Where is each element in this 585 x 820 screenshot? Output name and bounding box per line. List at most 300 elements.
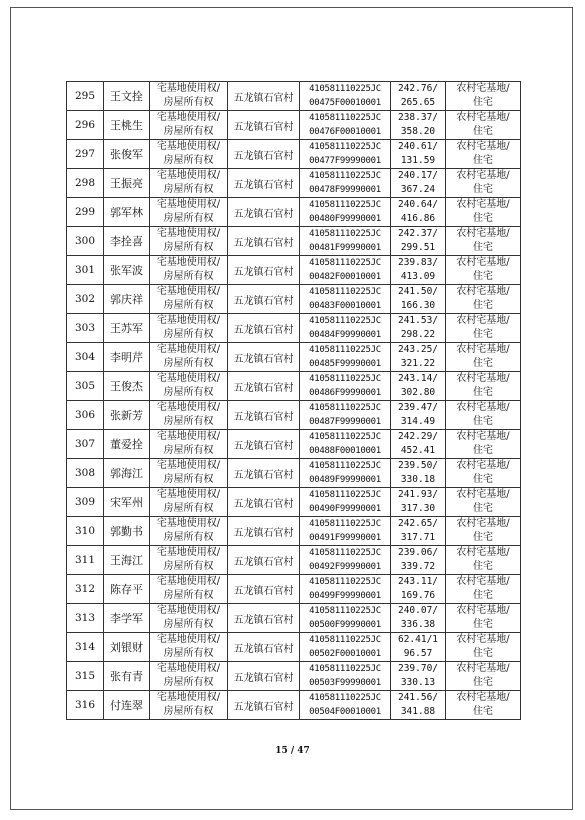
unit-code-text: 410581110225JC bbox=[309, 577, 381, 587]
table-row bbox=[67, 169, 521, 198]
unit-code-text: 00487F99990001 bbox=[309, 417, 381, 427]
owner-name-cell bbox=[104, 198, 150, 227]
row-number-text: 306 bbox=[74, 409, 96, 421]
area-cell bbox=[391, 140, 446, 169]
area-text: 242.76/ bbox=[397, 83, 439, 94]
area-text: 339.72 bbox=[400, 561, 436, 572]
row-number-cell bbox=[67, 198, 104, 227]
row-number-cell bbox=[67, 169, 104, 198]
owner-name-cell bbox=[104, 662, 150, 691]
land-use-cell bbox=[446, 459, 521, 488]
land-use-text: 住宅 bbox=[473, 329, 493, 340]
location-cell bbox=[228, 111, 300, 140]
unit-code-cell bbox=[300, 488, 391, 517]
right-type-text: 宅基地使用权/ bbox=[156, 663, 221, 674]
area-text: 330.13 bbox=[400, 677, 436, 688]
unit-code-text: 410581110225JC bbox=[309, 490, 381, 500]
land-use-text: 农村宅基地/ bbox=[456, 170, 510, 181]
table-row bbox=[67, 459, 521, 488]
right-type-text: 宅基地使用权/ bbox=[156, 257, 221, 268]
unit-code-text: 410581110225JC bbox=[309, 287, 381, 297]
unit-code-text: 00492F99990001 bbox=[309, 562, 381, 572]
land-use-text: 住宅 bbox=[473, 97, 493, 108]
right-type-text: 宅基地使用权/ bbox=[156, 141, 221, 152]
right-type-text: 宅基地使用权/ bbox=[156, 518, 221, 529]
land-use-text: 农村宅基地/ bbox=[456, 373, 510, 384]
unit-code-text: 00475F00010001 bbox=[309, 98, 381, 108]
unit-code-text: 00486F99990001 bbox=[309, 388, 381, 398]
table-row bbox=[67, 691, 521, 720]
location-text: 五龙镇石官村 bbox=[233, 440, 294, 452]
land-use-text: 住宅 bbox=[473, 126, 493, 137]
table-row bbox=[67, 285, 521, 314]
area-text: 330.18 bbox=[400, 474, 436, 485]
land-use-cell bbox=[446, 256, 521, 285]
land-use-cell bbox=[446, 604, 521, 633]
land-use-cell bbox=[446, 82, 521, 111]
unit-code-text: 00482F00010001 bbox=[309, 272, 381, 282]
location-cell bbox=[228, 227, 300, 256]
location-text: 五龙镇石官村 bbox=[233, 150, 294, 162]
area-cell bbox=[391, 314, 446, 343]
land-use-text: 住宅 bbox=[473, 648, 493, 659]
area-text: 241.53/ bbox=[397, 315, 439, 326]
right-type-text: 房屋所有权 bbox=[163, 155, 214, 166]
owner-name-text: 张有青 bbox=[110, 670, 143, 683]
area-cell bbox=[391, 633, 446, 662]
owner-name-cell bbox=[104, 140, 150, 169]
right-type-cell bbox=[150, 227, 228, 256]
area-text: 317.71 bbox=[400, 532, 436, 543]
row-number-cell bbox=[67, 343, 104, 372]
unit-code-text: 00485F99990001 bbox=[309, 359, 381, 369]
row-number-cell bbox=[67, 82, 104, 111]
owner-name-cell bbox=[104, 604, 150, 633]
right-type-cell bbox=[150, 546, 228, 575]
location-text: 五龙镇石官村 bbox=[233, 556, 294, 568]
right-type-cell bbox=[150, 633, 228, 662]
area-cell bbox=[391, 372, 446, 401]
location-text: 五龙镇石官村 bbox=[233, 266, 294, 278]
area-text: 239.47/ bbox=[397, 402, 439, 413]
owner-name-text: 陈存平 bbox=[110, 583, 143, 596]
area-cell bbox=[391, 430, 446, 459]
row-number-cell bbox=[67, 227, 104, 256]
land-use-text: 住宅 bbox=[473, 242, 493, 253]
row-number-text: 295 bbox=[74, 90, 96, 102]
unit-code-cell bbox=[300, 82, 391, 111]
right-type-text: 宅基地使用权/ bbox=[156, 286, 221, 297]
owner-name-text: 李学军 bbox=[110, 612, 143, 625]
land-use-text: 住宅 bbox=[473, 213, 493, 224]
owner-name-cell bbox=[104, 401, 150, 430]
location-text: 五龙镇石官村 bbox=[233, 382, 294, 394]
right-type-cell bbox=[150, 401, 228, 430]
land-use-text: 农村宅基地/ bbox=[456, 431, 510, 442]
location-text: 五龙镇石官村 bbox=[233, 324, 294, 336]
right-type-text: 宅基地使用权/ bbox=[156, 170, 221, 181]
table-row bbox=[67, 575, 521, 604]
owner-name-cell bbox=[104, 430, 150, 459]
unit-code-text: 00490F99990001 bbox=[309, 504, 381, 514]
land-use-text: 农村宅基地/ bbox=[456, 286, 510, 297]
location-cell bbox=[228, 691, 300, 720]
area-text: 367.24 bbox=[400, 184, 436, 195]
area-cell bbox=[391, 546, 446, 575]
table-row bbox=[67, 604, 521, 633]
location-text: 五龙镇石官村 bbox=[233, 295, 294, 307]
table-row bbox=[67, 343, 521, 372]
unit-code-text: 410581110225JC bbox=[309, 548, 381, 558]
right-type-text: 宅基地使用权/ bbox=[156, 344, 221, 355]
unit-code-text: 00476F00010001 bbox=[309, 127, 381, 137]
registry-table-body bbox=[67, 82, 521, 720]
table-row bbox=[67, 546, 521, 575]
area-text: 243.25/ bbox=[397, 344, 439, 355]
right-type-text: 宅基地使用权/ bbox=[156, 228, 221, 239]
location-cell bbox=[228, 256, 300, 285]
location-text: 五龙镇石官村 bbox=[233, 498, 294, 510]
row-number-text: 301 bbox=[74, 264, 96, 276]
right-type-text: 宅基地使用权/ bbox=[156, 576, 221, 587]
row-number-text: 308 bbox=[74, 467, 96, 479]
land-use-text: 住宅 bbox=[473, 503, 493, 514]
location-cell bbox=[228, 285, 300, 314]
unit-code-text: 410581110225JC bbox=[309, 461, 381, 471]
row-number-cell bbox=[67, 488, 104, 517]
row-number-cell bbox=[67, 517, 104, 546]
land-use-text: 农村宅基地/ bbox=[456, 112, 510, 123]
right-type-cell bbox=[150, 575, 228, 604]
land-use-text: 住宅 bbox=[473, 706, 493, 717]
unit-code-text: 410581110225JC bbox=[309, 171, 381, 181]
owner-name-text: 付连翠 bbox=[110, 699, 143, 712]
right-type-text: 宅基地使用权/ bbox=[156, 83, 221, 94]
area-text: 131.59 bbox=[400, 155, 436, 166]
area-text: 239.50/ bbox=[397, 460, 439, 471]
area-text: 239.06/ bbox=[397, 547, 439, 558]
area-text: 242.37/ bbox=[397, 228, 439, 239]
land-use-cell bbox=[446, 111, 521, 140]
table-row bbox=[67, 256, 521, 285]
owner-name-cell bbox=[104, 691, 150, 720]
owner-name-cell bbox=[104, 256, 150, 285]
owner-name-text: 王苏军 bbox=[110, 322, 143, 335]
right-type-cell bbox=[150, 285, 228, 314]
location-text: 五龙镇石官村 bbox=[233, 643, 294, 655]
owner-name-text: 刘银财 bbox=[110, 641, 143, 654]
land-use-text: 住宅 bbox=[473, 387, 493, 398]
right-type-text: 宅基地使用权/ bbox=[156, 605, 221, 616]
row-number-cell bbox=[67, 604, 104, 633]
land-use-cell bbox=[446, 691, 521, 720]
row-number-text: 297 bbox=[74, 148, 96, 160]
land-use-text: 住宅 bbox=[473, 619, 493, 630]
unit-code-text: 00503F99990001 bbox=[309, 678, 381, 688]
land-use-text: 住宅 bbox=[473, 561, 493, 572]
unit-code-text: 410581110225JC bbox=[309, 519, 381, 529]
location-cell bbox=[228, 372, 300, 401]
unit-code-cell bbox=[300, 256, 391, 285]
area-cell bbox=[391, 111, 446, 140]
row-number-text: 314 bbox=[74, 641, 96, 653]
owner-name-cell bbox=[104, 82, 150, 111]
right-type-text: 房屋所有权 bbox=[163, 184, 214, 195]
location-text: 五龙镇石官村 bbox=[233, 411, 294, 423]
area-text: 62.41/1 bbox=[397, 634, 439, 645]
right-type-cell bbox=[150, 82, 228, 111]
area-cell bbox=[391, 285, 446, 314]
unit-code-cell bbox=[300, 372, 391, 401]
row-number-text: 299 bbox=[74, 206, 96, 218]
land-use-text: 农村宅基地/ bbox=[456, 489, 510, 500]
area-cell bbox=[391, 256, 446, 285]
location-cell bbox=[228, 169, 300, 198]
land-use-cell bbox=[446, 430, 521, 459]
area-text: 238.37/ bbox=[397, 112, 439, 123]
right-type-text: 宅基地使用权/ bbox=[156, 431, 221, 442]
unit-code-text: 410581110225JC bbox=[309, 606, 381, 616]
row-number-text: 303 bbox=[74, 322, 96, 334]
row-number-cell bbox=[67, 575, 104, 604]
right-type-text: 宅基地使用权/ bbox=[156, 547, 221, 558]
table-row bbox=[67, 401, 521, 430]
owner-name-text: 郭军林 bbox=[110, 206, 143, 219]
right-type-text: 房屋所有权 bbox=[163, 503, 214, 514]
unit-code-cell bbox=[300, 285, 391, 314]
owner-name-text: 李拴喜 bbox=[110, 235, 143, 248]
unit-code-text: 410581110225JC bbox=[309, 403, 381, 413]
land-use-text: 住宅 bbox=[473, 271, 493, 282]
unit-code-cell bbox=[300, 430, 391, 459]
unit-code-text: 00478F99990001 bbox=[309, 185, 381, 195]
table-row bbox=[67, 517, 521, 546]
row-number-cell bbox=[67, 430, 104, 459]
unit-code-text: 00489F99990001 bbox=[309, 475, 381, 485]
area-text: 243.14/ bbox=[397, 373, 439, 384]
area-text: 299.51 bbox=[400, 242, 436, 253]
owner-name-text: 郭勤书 bbox=[110, 525, 143, 538]
area-cell bbox=[391, 459, 446, 488]
unit-code-text: 410581110225JC bbox=[309, 664, 381, 674]
row-number-text: 312 bbox=[74, 583, 96, 595]
table-row bbox=[67, 372, 521, 401]
area-text: 241.56/ bbox=[397, 692, 439, 703]
area-cell bbox=[391, 575, 446, 604]
unit-code-text: 410581110225JC bbox=[309, 84, 381, 94]
unit-code-text: 410581110225JC bbox=[309, 229, 381, 239]
area-cell bbox=[391, 82, 446, 111]
unit-code-text: 00488F00010001 bbox=[309, 446, 381, 456]
area-text: 302.80 bbox=[400, 387, 436, 398]
unit-code-text: 00484F99990001 bbox=[309, 330, 381, 340]
area-text: 241.93/ bbox=[397, 489, 439, 500]
land-use-cell bbox=[446, 285, 521, 314]
right-type-text: 宅基地使用权/ bbox=[156, 692, 221, 703]
table-row bbox=[67, 111, 521, 140]
owner-name-cell bbox=[104, 575, 150, 604]
unit-code-cell bbox=[300, 227, 391, 256]
right-type-text: 宅基地使用权/ bbox=[156, 489, 221, 500]
owner-name-cell bbox=[104, 169, 150, 198]
area-text: 239.83/ bbox=[397, 257, 439, 268]
location-text: 五龙镇石官村 bbox=[233, 237, 294, 249]
land-use-cell bbox=[446, 575, 521, 604]
owner-name-cell bbox=[104, 111, 150, 140]
location-cell bbox=[228, 488, 300, 517]
location-text: 五龙镇石官村 bbox=[233, 672, 294, 684]
area-text: 358.20 bbox=[400, 126, 436, 137]
land-use-text: 住宅 bbox=[473, 590, 493, 601]
right-type-cell bbox=[150, 343, 228, 372]
location-text: 五龙镇石官村 bbox=[233, 527, 294, 539]
row-number-cell bbox=[67, 401, 104, 430]
land-use-cell bbox=[446, 372, 521, 401]
area-text: 243.11/ bbox=[397, 576, 439, 587]
right-type-cell bbox=[150, 198, 228, 227]
right-type-cell bbox=[150, 662, 228, 691]
owner-name-cell bbox=[104, 633, 150, 662]
right-type-text: 房屋所有权 bbox=[163, 532, 214, 543]
right-type-cell bbox=[150, 372, 228, 401]
area-text: 317.30 bbox=[400, 503, 436, 514]
location-cell bbox=[228, 517, 300, 546]
owner-name-text: 郭海江 bbox=[110, 467, 143, 480]
unit-code-text: 00491F99990001 bbox=[309, 533, 381, 543]
location-text: 五龙镇石官村 bbox=[233, 92, 294, 104]
unit-code-cell bbox=[300, 662, 391, 691]
row-number-text: 313 bbox=[74, 612, 96, 624]
land-use-text: 农村宅基地/ bbox=[456, 576, 510, 587]
owner-name-text: 王海江 bbox=[110, 554, 143, 567]
right-type-text: 房屋所有权 bbox=[163, 242, 214, 253]
location-cell bbox=[228, 662, 300, 691]
right-type-cell bbox=[150, 691, 228, 720]
owner-name-cell bbox=[104, 314, 150, 343]
land-use-cell bbox=[446, 401, 521, 430]
row-number-text: 315 bbox=[74, 670, 96, 682]
right-type-cell bbox=[150, 111, 228, 140]
right-type-text: 房屋所有权 bbox=[163, 474, 214, 485]
land-use-text: 农村宅基地/ bbox=[456, 692, 510, 703]
right-type-text: 房屋所有权 bbox=[163, 97, 214, 108]
row-number-cell bbox=[67, 285, 104, 314]
unit-code-cell bbox=[300, 604, 391, 633]
table-row bbox=[67, 662, 521, 691]
unit-code-cell bbox=[300, 517, 391, 546]
area-cell bbox=[391, 517, 446, 546]
right-type-text: 宅基地使用权/ bbox=[156, 402, 221, 413]
land-use-text: 农村宅基地/ bbox=[456, 605, 510, 616]
owner-name-text: 李明芹 bbox=[110, 351, 143, 364]
land-use-text: 住宅 bbox=[473, 677, 493, 688]
owner-name-text: 王桃生 bbox=[110, 119, 143, 132]
unit-code-text: 410581110225JC bbox=[309, 142, 381, 152]
location-text: 五龙镇石官村 bbox=[233, 701, 294, 713]
location-cell bbox=[228, 82, 300, 111]
unit-code-cell bbox=[300, 343, 391, 372]
area-text: 265.65 bbox=[400, 97, 436, 108]
owner-name-text: 张军波 bbox=[110, 264, 143, 277]
unit-code-cell bbox=[300, 575, 391, 604]
right-type-text: 房屋所有权 bbox=[163, 590, 214, 601]
area-text: 336.38 bbox=[400, 619, 436, 630]
unit-code-text: 410581110225JC bbox=[309, 200, 381, 210]
row-number-cell bbox=[67, 546, 104, 575]
location-cell bbox=[228, 430, 300, 459]
area-text: 298.22 bbox=[400, 329, 436, 340]
right-type-text: 房屋所有权 bbox=[163, 416, 214, 427]
owner-name-text: 王俊杰 bbox=[110, 380, 143, 393]
land-use-text: 住宅 bbox=[473, 474, 493, 485]
area-text: 240.64/ bbox=[397, 199, 439, 210]
unit-code-cell bbox=[300, 401, 391, 430]
right-type-text: 房屋所有权 bbox=[163, 329, 214, 340]
row-number-text: 300 bbox=[74, 235, 96, 247]
unit-code-cell bbox=[300, 111, 391, 140]
owner-name-cell bbox=[104, 285, 150, 314]
area-text: 96.57 bbox=[403, 648, 433, 659]
unit-code-text: 410581110225JC bbox=[309, 432, 381, 442]
unit-code-cell bbox=[300, 459, 391, 488]
right-type-text: 房屋所有权 bbox=[163, 358, 214, 369]
table-row bbox=[67, 227, 521, 256]
land-use-text: 住宅 bbox=[473, 300, 493, 311]
land-use-text: 农村宅基地/ bbox=[456, 141, 510, 152]
right-type-text: 宅基地使用权/ bbox=[156, 315, 221, 326]
area-cell bbox=[391, 488, 446, 517]
unit-code-text: 00480F99990001 bbox=[309, 214, 381, 224]
right-type-text: 房屋所有权 bbox=[163, 677, 214, 688]
right-type-text: 宅基地使用权/ bbox=[156, 373, 221, 384]
right-type-cell bbox=[150, 604, 228, 633]
location-text: 五龙镇石官村 bbox=[233, 353, 294, 365]
location-cell bbox=[228, 198, 300, 227]
unit-code-text: 00504F00010001 bbox=[309, 707, 381, 717]
row-number-text: 309 bbox=[74, 496, 96, 508]
unit-code-cell bbox=[300, 140, 391, 169]
right-type-text: 房屋所有权 bbox=[163, 213, 214, 224]
area-text: 241.50/ bbox=[397, 286, 439, 297]
land-use-text: 农村宅基地/ bbox=[456, 257, 510, 268]
land-use-cell bbox=[446, 198, 521, 227]
owner-name-text: 郭庆祥 bbox=[110, 293, 143, 306]
right-type-text: 房屋所有权 bbox=[163, 648, 214, 659]
land-use-cell bbox=[446, 633, 521, 662]
owner-name-text: 王振亮 bbox=[110, 177, 143, 190]
row-number-text: 305 bbox=[74, 380, 96, 392]
land-use-cell bbox=[446, 169, 521, 198]
land-use-cell bbox=[446, 662, 521, 691]
table-row bbox=[67, 488, 521, 517]
land-use-text: 农村宅基地/ bbox=[456, 228, 510, 239]
right-type-text: 宅基地使用权/ bbox=[156, 112, 221, 123]
unit-code-text: 410581110225JC bbox=[309, 345, 381, 355]
location-cell bbox=[228, 546, 300, 575]
unit-code-text: 00481F99990001 bbox=[309, 243, 381, 253]
area-text: 413.09 bbox=[400, 271, 436, 282]
table-row bbox=[67, 198, 521, 227]
row-number-cell bbox=[67, 633, 104, 662]
land-use-text: 农村宅基地/ bbox=[456, 199, 510, 210]
unit-code-cell bbox=[300, 546, 391, 575]
unit-code-text: 410581110225JC bbox=[309, 635, 381, 645]
land-use-text: 住宅 bbox=[473, 184, 493, 195]
row-number-cell bbox=[67, 691, 104, 720]
area-text: 341.88 bbox=[400, 706, 436, 717]
right-type-cell bbox=[150, 314, 228, 343]
land-use-text: 农村宅基地/ bbox=[456, 634, 510, 645]
